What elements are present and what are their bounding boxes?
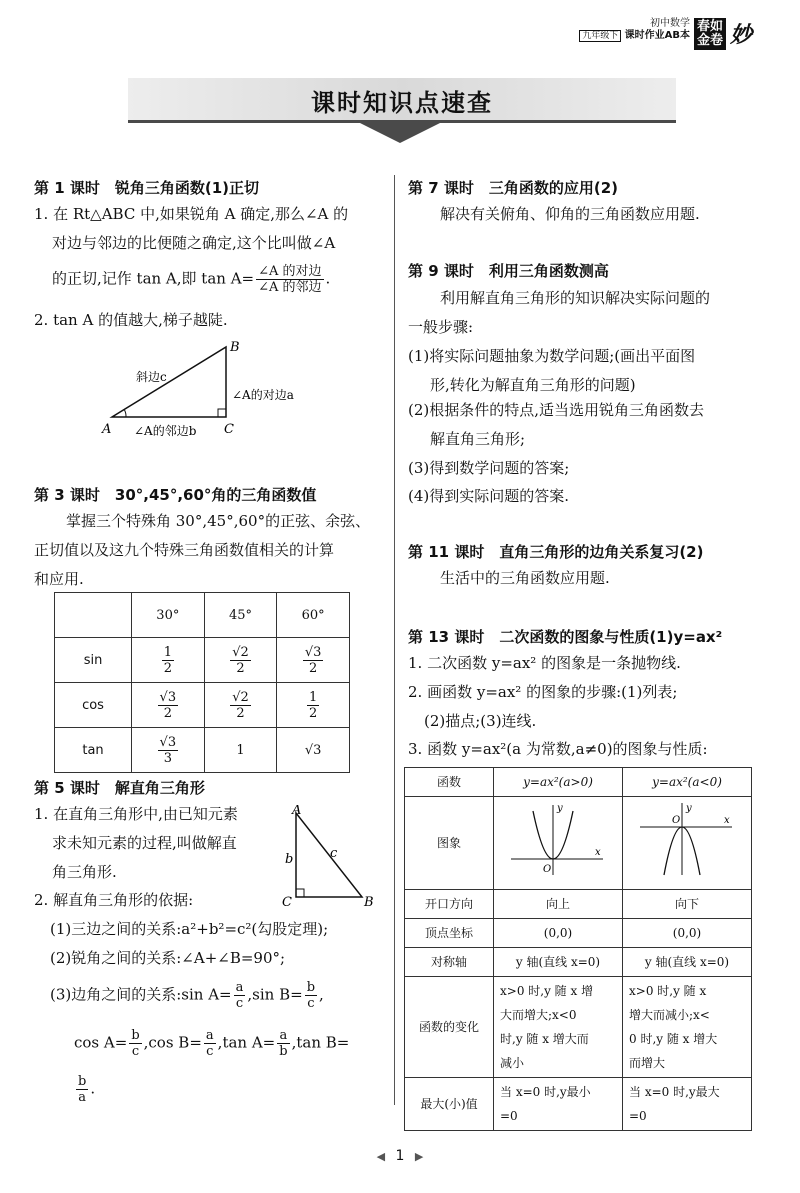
side-b-label: b: [285, 852, 294, 867]
change-down: x>0 时,y 随 x 增大而减小;x< 0 时,y 随 x 增大 而增大: [623, 977, 752, 1078]
tan-numerator: ∠A 的对边: [258, 264, 322, 279]
s5-line6: (2)锐角之间的关系:∠A+∠B=90°;: [50, 949, 286, 967]
vertex-c: C: [224, 422, 234, 437]
row-axis-label: 对称轴: [405, 948, 494, 977]
page-number: 1: [395, 1148, 405, 1164]
sin-45: $\frac{√2}{2}$: [204, 638, 277, 683]
tan-45: 1: [204, 728, 277, 773]
s9-line1: 利用解直角三角形的知识解决实际问题的: [440, 289, 711, 307]
s13-line4: 3. 函数 y=ax²(a 为常数,a≠0)的图象与性质:: [408, 740, 708, 758]
section-5-heading: 第 5 课时 解直角三角形: [34, 779, 205, 797]
opening-up: 向上: [494, 890, 623, 919]
s1-line3-end: .: [325, 269, 331, 288]
s11-line1: 生活中的三角函数应用题.: [440, 569, 610, 587]
s9-line7: (3)得到数学问题的答案;: [408, 459, 570, 477]
brand-text: [579, 18, 690, 42]
vertex-down: (0,0): [623, 919, 752, 948]
col-45: 45°: [204, 593, 277, 638]
s1-line2: 对边与邻边的比便随之确定,这个比叫做∠A: [52, 234, 336, 252]
triangle-abc-2: [296, 813, 362, 897]
section-1-heading: 第 1 课时 锐角三角函数(1)正切: [34, 179, 260, 197]
x-label: x: [595, 847, 601, 858]
th-a-positive: y=ax²(a>0): [494, 768, 623, 797]
row-opening-label: 开口方向: [405, 890, 494, 919]
row-graph-label: 图象: [405, 797, 494, 890]
s5-line5: (1)三边之间的关系:a²+b²=c²(勾股定理);: [50, 920, 329, 938]
opening-down: 向下: [623, 890, 752, 919]
column-divider: [394, 175, 395, 1105]
table-row: [405, 919, 752, 948]
table-row: [55, 683, 350, 728]
parabola-down-graph: [632, 799, 742, 879]
row-extreme-label: 最大(小)值: [405, 1078, 494, 1131]
next-page-icon[interactable]: ▶: [414, 1150, 424, 1163]
s5-line2: 求未知元素的过程,叫做解直: [52, 834, 237, 852]
section-9-heading: 第 9 课时 利用三角函数测高: [408, 262, 609, 280]
vertex-a-2: A: [292, 805, 302, 818]
right-triangle-figure-2: [278, 805, 378, 910]
table-row: [55, 638, 350, 683]
table-row: [405, 977, 752, 1078]
s5-line3: 角三角形.: [52, 863, 117, 881]
vertex-b: B: [230, 340, 240, 355]
extreme-up: 当 x=0 时,y最小 =0: [494, 1078, 623, 1131]
brand-badge-line2: 金卷: [696, 33, 723, 48]
cos-60: $\frac{1}{2}$: [277, 683, 350, 728]
parabola-up-graph: [503, 799, 613, 879]
col-30: 30°: [132, 593, 205, 638]
tan-30: $\frac{√3}{3}$: [132, 728, 205, 773]
vertex-up: (0,0): [494, 919, 623, 948]
trig-values-table: [54, 592, 350, 773]
s5-line8: cos A= $\frac{b}{c}$ ,cos B= $\frac{a}{c}$ ,tan A= $\frac{a}{b}$ ,tan B=: [74, 1028, 350, 1059]
table-row: [405, 890, 752, 919]
vertex-a: A: [102, 422, 112, 437]
table-corner-cell: [55, 593, 132, 638]
brand-logo: 妙: [729, 23, 752, 48]
banner-arrow: [360, 123, 440, 143]
row-vertex-label: 顶点坐标: [405, 919, 494, 948]
s3-line1: 掌握三个特殊角 30°,45°,60°的正弦、余弦、: [66, 512, 371, 530]
row-label-sin: sin: [55, 638, 132, 683]
opposite-label: ∠A的对边a: [232, 388, 294, 402]
row-change-label: 函数的变化: [405, 977, 494, 1078]
change-up: x>0 时,y 随 x 增 大而增大;x<0 时,y 随 x 增大而 减小: [494, 977, 623, 1078]
vertex-b-2: B: [364, 895, 374, 910]
tan-fraction: [256, 264, 323, 295]
table-row: [405, 948, 752, 977]
cos-45: $\frac{√2}{2}$: [204, 683, 277, 728]
vertex-c-2: C: [282, 895, 292, 910]
triangle-abc: [112, 347, 226, 417]
brand-badge: [694, 18, 726, 50]
page-title: 课时知识点速查: [311, 89, 493, 117]
extreme-down: 当 x=0 时,y最大 =0: [623, 1078, 752, 1131]
table-header-row: [55, 593, 350, 638]
right-angle-mark-2: [296, 889, 304, 897]
s13-line2: 2. 画函数 y=ax² 的图象的步骤:(1)列表;: [408, 683, 678, 701]
table-row: [405, 1078, 752, 1131]
row-label-tan: tan: [55, 728, 132, 773]
hypotenuse-label: 斜边c: [136, 370, 167, 384]
section-7-heading: 第 7 课时 三角函数的应用(2): [408, 179, 619, 197]
brand-badge-line1: 春如: [696, 19, 723, 34]
table-row: [55, 728, 350, 773]
th-function: 函数: [405, 768, 494, 797]
side-c-label: c: [330, 846, 338, 861]
s3-line3: 和应用.: [34, 570, 84, 588]
s9-line4: 形,转化为解直角三角形的问题): [430, 376, 636, 394]
graph-up-cell: [494, 797, 623, 890]
s9-line8: (4)得到实际问题的答案.: [408, 487, 570, 505]
tan-denominator: ∠A 的邻边: [258, 280, 322, 295]
s9-line2: 一般步骤:: [408, 318, 474, 336]
table-header-row: [405, 768, 752, 797]
s1-line1: 1. 在 Rt△ABC 中,如果锐角 A 确定,那么∠A 的: [34, 205, 349, 223]
subject-label: 初中数学: [649, 18, 690, 29]
s3-line2: 正切值以及这九个特殊三角函数值相关的计算: [34, 541, 335, 559]
page-number-nav: [360, 1148, 440, 1164]
table-row: [405, 797, 752, 890]
origin-label: O: [672, 815, 681, 826]
grade-tag: 九年级下: [579, 30, 621, 42]
right-triangle-figure-1: [98, 337, 328, 442]
cos-30: $\frac{√3}{2}$: [132, 683, 205, 728]
s9-line6: 解直角三角形;: [430, 430, 526, 448]
y-label: y: [686, 803, 692, 814]
adjacent-label: ∠A的邻边b: [134, 424, 197, 438]
th-a-negative: y=ax²(a<0): [623, 768, 752, 797]
tan-60: √3: [277, 728, 350, 773]
axis-up: y 轴(直线 x=0): [494, 948, 623, 977]
s9-line3: (1)将实际问题抽象为数学问题;(画出平面图: [408, 347, 696, 365]
y-label: y: [557, 803, 563, 814]
title-banner: [128, 78, 676, 123]
s1-line3-text: 的正切,记作 tan A,即 tan A=: [52, 269, 255, 288]
col-60: 60°: [277, 593, 350, 638]
section-3-heading: 第 3 课时 30°,45°,60°角的三角函数值: [34, 486, 317, 504]
prev-page-icon[interactable]: ◀: [376, 1150, 386, 1163]
section-11-heading: 第 11 课时 直角三角形的边角关系复习(2): [408, 543, 704, 561]
origin-label: O: [543, 864, 552, 875]
s5-line9: $\frac{b}{a}$ .: [78, 1074, 96, 1105]
x-label: x: [724, 815, 730, 826]
sin-30: $\frac{1}{2}$: [132, 638, 205, 683]
brand-header: [579, 18, 752, 50]
angle-a-arc: [125, 410, 127, 417]
quadratic-properties-table: [404, 767, 752, 1131]
axis-down: y 轴(直线 x=0): [623, 948, 752, 977]
row-label-cos: cos: [55, 683, 132, 728]
right-angle-mark: [218, 409, 226, 417]
s5-line1: 1. 在直角三角形中,由已知元素: [34, 805, 238, 823]
s5-line7: (3)边角之间的关系:sin A= $\frac{a}{c}$ ,sin B= $\frac{b}{c}$ ,: [50, 980, 324, 1011]
s1-line3: [52, 264, 330, 295]
graph-down-cell: [623, 797, 752, 890]
s9-line5: (2)根据条件的特点,适当选用锐角三角函数去: [408, 401, 705, 419]
s1-line4: 2. tan A 的值越大,梯子越陡.: [34, 311, 228, 329]
s7-line1: 解决有关俯角、仰角的三角函数应用题.: [440, 205, 700, 223]
s13-line1: 1. 二次函数 y=ax² 的图象是一条抛物线.: [408, 654, 681, 672]
section-13-heading: 第 13 课时 二次函数的图象与性质(1)y=ax²: [408, 628, 723, 646]
s5-line4: 2. 解直角三角形的依据:: [34, 891, 194, 909]
s13-line3: (2)描点;(3)连线.: [424, 712, 537, 730]
sin-60: $\frac{√3}{2}$: [277, 638, 350, 683]
series-label: 课时作业AB本: [624, 30, 690, 41]
